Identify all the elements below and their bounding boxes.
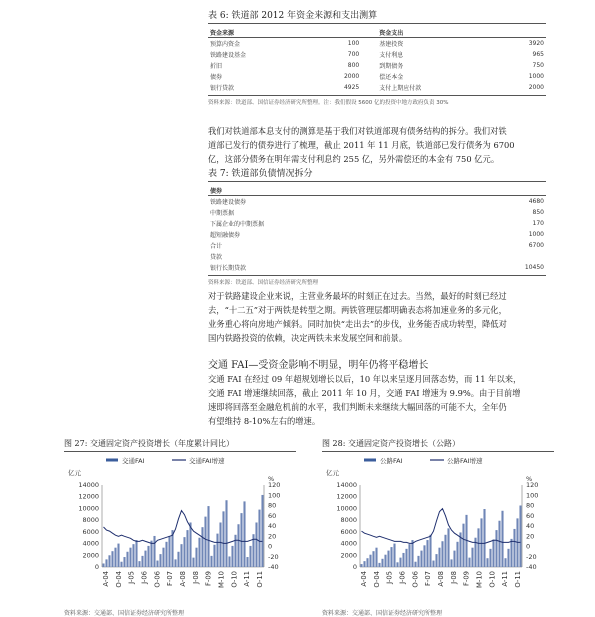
table-cell: 2000	[528, 83, 544, 91]
bar	[414, 562, 416, 567]
x-tick-label: M-10	[217, 571, 226, 588]
table-cell: 6700	[528, 241, 544, 249]
table6	[208, 8, 546, 106]
x-tick-label: F-07	[166, 571, 175, 587]
table7-header: 债券	[208, 186, 450, 196]
x-tick-label: F-09	[462, 571, 471, 587]
table-cell: 100	[347, 39, 360, 47]
y2-tick-label: 20	[268, 532, 277, 541]
bar	[429, 535, 431, 567]
bar	[204, 517, 206, 567]
x-tick-label: O-11	[514, 571, 522, 588]
x-tick-label: A-04	[102, 571, 110, 587]
table-cell: 800	[347, 61, 360, 69]
x-tick-label: O-04	[372, 571, 381, 588]
x-tick-label: A-04	[360, 571, 368, 587]
y-axis-unit: 亿元	[326, 469, 339, 477]
figure-27-chart	[64, 455, 296, 605]
table6-source: 资料来源：铁道部、国信证券经济研究所整理。注：我们假设 5600 亿的投资中地方政府负责 30%	[208, 95, 546, 106]
figure-27-source: 资料来源：交通部、国信证券经济研究所整理	[64, 610, 185, 617]
bar	[117, 544, 119, 567]
bar	[240, 513, 242, 567]
bar	[249, 546, 251, 567]
table-row	[208, 71, 546, 82]
table-cell: 银行长期贷款	[210, 264, 247, 272]
bar	[510, 539, 512, 567]
bar	[126, 552, 128, 567]
y2-tick-label: 80	[526, 501, 535, 510]
y-tick-label: 8000	[340, 516, 357, 525]
table6-grid	[208, 28, 546, 93]
bar	[207, 506, 209, 567]
table-cell: 折旧	[210, 62, 223, 70]
bar	[144, 551, 146, 567]
table6-title: 表 6: 铁道部 2012 年资金来源和支出测算	[208, 8, 546, 24]
bar	[210, 556, 212, 567]
x-tick-label: O-11	[256, 571, 264, 588]
bar	[393, 544, 395, 567]
table-cell: 下属企业的中期票据	[210, 220, 265, 228]
bar	[135, 540, 137, 567]
figure-27-title: 图 27: 交通固定资产投资增长（年度累计同比）	[64, 438, 296, 452]
x-tick-label: A-08	[437, 571, 445, 587]
bar	[192, 558, 194, 567]
table-row	[208, 229, 546, 240]
y-tick-label: 4000	[340, 539, 357, 548]
x-tick-label: A-11	[243, 571, 252, 587]
bar	[408, 544, 410, 567]
x-tick-label: J-06	[140, 571, 149, 584]
x-tick-label: J-05	[127, 571, 136, 584]
figure-28-source: 资料来源：交通部、国信证券经济研究所整理	[322, 610, 443, 617]
bar	[159, 554, 161, 567]
x-tick-label: O-04	[114, 571, 123, 588]
bar	[444, 535, 446, 567]
y-tick-label: 10000	[336, 504, 357, 513]
paragraph-line: 去，“十二五”对于两铁是转型之期。两铁管理层都明确表态将加速业务的多元化，	[208, 305, 507, 315]
table-row	[208, 38, 546, 49]
y2-tick-label: 120	[526, 481, 539, 489]
x-tick-label: A-11	[501, 571, 510, 587]
table-cell: 偿还本金	[379, 73, 404, 81]
y-tick-label: 8000	[82, 516, 99, 525]
bar	[375, 548, 377, 567]
x-tick-label: O-06	[411, 571, 420, 588]
table-cell: 到期债务	[379, 62, 404, 70]
figure-28-title: 图 28: 交通固定资产投资增长（公路）	[322, 438, 554, 452]
bar	[201, 527, 203, 567]
paragraph-1	[208, 124, 550, 166]
legend-label: 交通FAI增速	[189, 457, 225, 465]
bar	[105, 559, 107, 567]
paragraph-line: 有望维持 8-10%左右的增速。	[208, 416, 321, 426]
table7-source: 资料来源：铁道部、国信证券经济研究所整理	[208, 275, 546, 286]
table-cell: 债券	[210, 73, 223, 81]
x-tick-label: O-10	[488, 571, 497, 588]
bar	[441, 541, 443, 567]
bar	[129, 548, 131, 567]
legend-label: 交通FAI	[122, 457, 145, 465]
bar	[423, 545, 425, 567]
y-tick-label: 2000	[340, 551, 357, 560]
table-cell: 10450	[524, 263, 544, 271]
bar	[507, 549, 509, 567]
bar	[198, 538, 200, 567]
paragraph-line: 国内铁路投资的依赖，决定两铁未来发展空间和前景。	[208, 333, 408, 343]
y2-tick-label: 0	[268, 542, 273, 551]
bar	[471, 548, 473, 567]
table-cell: 支付上期应付款	[379, 84, 422, 92]
x-tick-label: F-07	[424, 571, 433, 587]
bar	[492, 539, 494, 567]
x-tick-label: F-09	[204, 571, 213, 587]
bar	[141, 556, 143, 567]
bar	[450, 559, 452, 567]
y-tick-label: 6000	[82, 527, 99, 536]
x-tick-label: J-06	[398, 571, 407, 584]
bar	[183, 537, 185, 567]
table-row	[208, 82, 546, 93]
bar	[363, 561, 365, 567]
table-cell	[450, 251, 546, 262]
y2-tick-label: 80	[268, 501, 277, 510]
table-row	[208, 262, 546, 273]
y2-tick-label: 60	[526, 511, 535, 520]
y-tick-label: 4000	[82, 539, 99, 548]
table7	[208, 166, 546, 286]
table-cell: 4680	[528, 197, 544, 205]
bar	[369, 555, 371, 567]
bar	[417, 556, 419, 567]
bar	[504, 558, 506, 567]
bar	[438, 548, 440, 567]
bar	[486, 558, 488, 567]
bar	[213, 545, 215, 567]
bar	[435, 554, 437, 567]
paragraph-2	[208, 289, 550, 345]
table-cell: 基建投资	[379, 40, 404, 48]
y2-tick-label: 60	[268, 511, 277, 520]
table-cell: 2000	[343, 72, 360, 80]
bar	[120, 562, 122, 567]
table-row	[208, 196, 546, 207]
table-cell: 3920	[528, 39, 544, 47]
table-cell: 中期票据	[210, 209, 235, 217]
y2-axis-unit: %	[526, 475, 533, 483]
table-cell: 4925	[343, 83, 360, 91]
bar	[495, 530, 497, 567]
bar	[150, 541, 152, 567]
table7-title: 表 7: 铁道部负债情况拆分	[208, 166, 546, 182]
bar	[132, 544, 134, 567]
bar	[168, 536, 170, 567]
table-cell: 铁路建设债券	[210, 198, 247, 206]
table-cell: 贷款	[210, 253, 223, 261]
y-tick-label: 12000	[336, 492, 357, 501]
y-tick-label: 12000	[78, 492, 99, 501]
y-tick-label: 10000	[78, 504, 99, 513]
bar	[411, 540, 413, 567]
y2-tick-label: 100	[526, 491, 539, 500]
bar	[261, 495, 263, 567]
bar	[366, 558, 368, 567]
bar	[225, 500, 227, 567]
y2-tick-label: -20	[268, 552, 279, 561]
y2-tick-label: -20	[526, 552, 537, 561]
bar	[165, 542, 167, 567]
bar	[501, 511, 503, 567]
bar	[468, 558, 470, 567]
bar	[177, 552, 179, 567]
bar	[384, 555, 386, 567]
paragraph-line: 我们对铁道部本息支付的测算是基于我们对铁道部现有债务结构的拆分。我们对铁	[208, 126, 507, 136]
bar	[162, 548, 164, 567]
figure-28-chart	[322, 455, 554, 605]
bar	[255, 522, 257, 567]
table-row	[208, 60, 546, 71]
bar	[390, 547, 392, 567]
legend-label: 公路FAI	[380, 457, 403, 465]
bar	[447, 528, 449, 567]
figure-28	[322, 438, 554, 617]
bar	[123, 557, 125, 567]
y-axis-unit: 亿元	[68, 469, 81, 477]
bar	[258, 510, 260, 567]
bar	[498, 521, 500, 567]
table-cell: 965	[532, 50, 544, 58]
x-tick-label: M-10	[475, 571, 484, 588]
y-tick-label: 6000	[340, 527, 357, 536]
bar	[234, 535, 236, 567]
table7-header-row	[208, 186, 546, 196]
bar	[111, 551, 113, 567]
y-tick-label: 14000	[78, 481, 99, 489]
bar	[156, 561, 158, 567]
bar	[399, 558, 401, 567]
table-cell: 1000	[528, 72, 544, 80]
bar	[519, 506, 521, 568]
y-tick-label: 2000	[82, 551, 99, 560]
bar	[186, 530, 188, 567]
x-tick-label: O-06	[153, 571, 162, 588]
bar	[360, 564, 362, 567]
bar	[237, 524, 239, 567]
y2-tick-label: -40	[268, 563, 279, 571]
table-cell: 支付利息	[379, 51, 404, 59]
x-tick-label: J-08	[449, 571, 458, 584]
bar	[477, 528, 479, 567]
bar	[489, 549, 491, 567]
bar	[108, 555, 110, 567]
y2-tick-label: 120	[268, 481, 281, 489]
bar	[405, 549, 407, 567]
bar	[402, 553, 404, 567]
table-cell: 1000	[528, 230, 544, 238]
bar	[231, 546, 233, 567]
table-row	[208, 49, 546, 60]
bar	[138, 561, 140, 567]
x-tick-label: J-05	[385, 571, 394, 584]
bar	[432, 561, 434, 567]
bar	[456, 542, 458, 567]
table-row	[208, 240, 546, 251]
paragraph-line: 交通 FAI 在经过 09 年超规划增长以后，10 年以来呈逐月回落态势，而 11 年以来，	[208, 374, 522, 384]
bar	[513, 529, 515, 567]
table-cell: 750	[532, 61, 544, 69]
table6-header-left: 资金来源	[208, 28, 311, 38]
paragraph-line: 亿，这部分债务在明年需支付利息约 255 亿，另外需偿还的本金有 750 亿元。	[208, 154, 500, 164]
bar	[243, 501, 245, 567]
bar	[246, 557, 248, 567]
x-tick-label: A-08	[179, 571, 187, 587]
bar	[396, 562, 398, 567]
table-cell: 超短融债券	[210, 231, 241, 239]
x-tick-label: O-10	[230, 571, 239, 588]
bar	[453, 551, 455, 567]
y2-tick-label: 20	[526, 532, 535, 541]
y2-tick-label: 0	[526, 542, 531, 551]
table-cell: 合计	[210, 242, 223, 250]
y-tick-label: 14000	[336, 481, 357, 489]
table6-header-row	[208, 28, 546, 38]
y2-tick-label: 40	[526, 522, 535, 530]
bar	[102, 563, 104, 567]
bar	[153, 536, 155, 567]
bar	[420, 551, 422, 567]
bar	[195, 548, 197, 567]
y2-tick-label: -40	[526, 563, 537, 571]
bar	[174, 559, 176, 567]
bar	[483, 509, 485, 567]
bar	[372, 551, 374, 567]
x-tick-label: J-08	[191, 571, 200, 584]
paragraph-3	[208, 372, 550, 428]
bar	[180, 544, 182, 567]
paragraph-line: 道部已发行的债券进行了梳理，截止 2011 年 11 月底，铁道部已发行债务为 6700	[208, 140, 515, 150]
bar	[462, 524, 464, 567]
bar	[381, 559, 383, 567]
table-cell: 铁路建设基金	[210, 51, 247, 59]
table-row	[208, 207, 546, 218]
paragraph-line: 对于铁路建设企业来说，主营业务最坏的时刻正在过去。当然，最好的时刻已经过	[208, 291, 507, 301]
y-tick-label: 0	[352, 563, 357, 571]
paragraph-line: 业务重心将向房地产倾斜。同时加快“走出去”的步伐，业务能否成功转型，降低对	[208, 319, 507, 329]
bar	[228, 556, 230, 567]
table-cell: 银行贷款	[210, 84, 235, 92]
table7-grid	[208, 186, 546, 273]
bar	[480, 518, 482, 567]
table-cell: 预算内资金	[210, 40, 241, 48]
bar	[216, 534, 218, 567]
bar	[222, 511, 224, 567]
bar	[147, 546, 149, 567]
bar	[378, 563, 380, 567]
y2-axis-unit: %	[268, 475, 275, 483]
y-tick-label: 0	[94, 563, 99, 571]
table-cell: 850	[532, 208, 544, 216]
legend-label: 公路FAI增速	[447, 457, 483, 465]
bar	[189, 522, 191, 567]
section-heading: 交通 FAI—受资金影响不明显，明年仍将平稳增长	[208, 360, 429, 371]
table-row	[208, 251, 546, 262]
y2-tick-label: 100	[268, 491, 281, 500]
figure-27	[64, 438, 296, 617]
bar	[426, 540, 428, 567]
paragraph-line: 交通 FAI 增速继续回落，截止 2011 年 10 月，交通 FAI 增速为 9.9%。由于目前增	[208, 388, 521, 398]
paragraph-line: 速即将回落至金融危机前的水平，我们判断未来继续大幅回落的可能不大，全年仍	[208, 402, 507, 412]
bar	[387, 551, 389, 567]
y2-tick-label: 40	[268, 522, 277, 530]
bar	[114, 548, 116, 567]
table6-header-right: 资金支出	[377, 28, 496, 38]
table-cell: 170	[532, 219, 544, 227]
table-cell: 700	[347, 50, 360, 58]
table-row	[208, 218, 546, 229]
bar	[219, 522, 221, 567]
